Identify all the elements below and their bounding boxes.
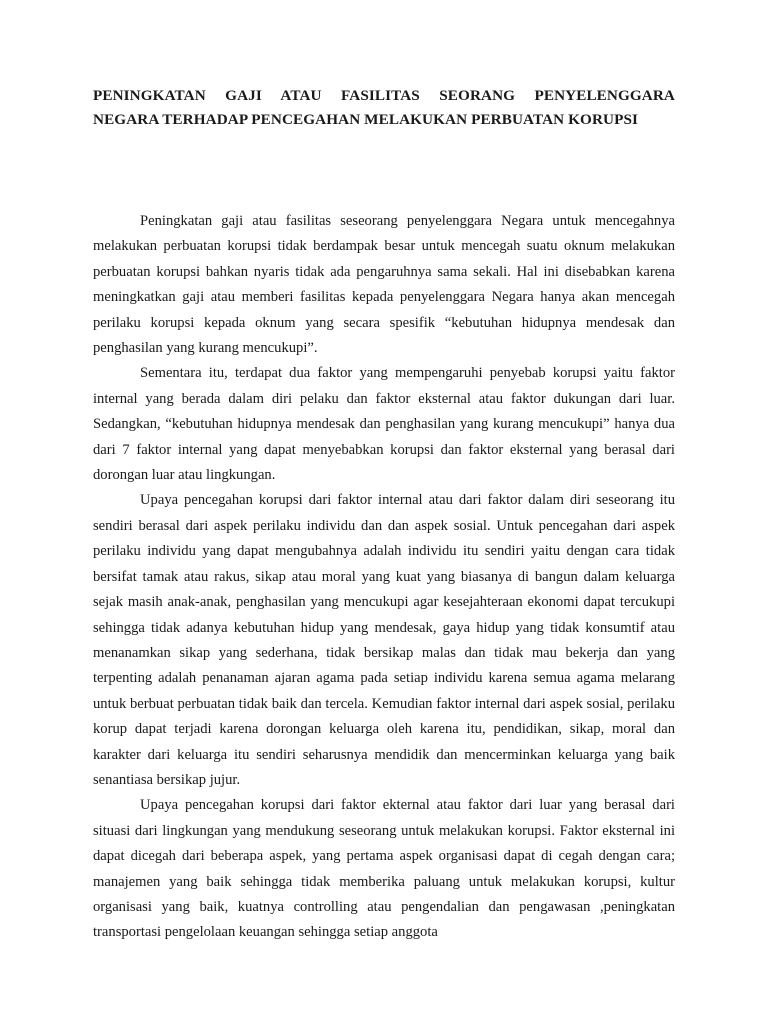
title-line-1: PENINGKATAN GAJI ATAU FASILITAS SEORANG PENYELENGGARA — [93, 87, 675, 104]
paragraph-2: Sementara itu, terdapat dua faktor yang mempengaruhi penyebab korupsi yaitu faktor internal yang berada dalam diri pelaku dan faktor eksternal atau faktor dukungan dari luar. Sedangkan, “kebutuhan hidupnya mendesak dan penghasilan yang kurang mencukupi” hanya dua dari 7 faktor internal yang dapat menyebabkan korupsi dan faktor eksternal yang berasal dari dorongan luar atau lingkungan. — [93, 365, 675, 484]
document-title — [93, 84, 675, 132]
title-line-2: NEGARA TERHADAP PENCEGAHAN MELAKUKAN PERBUATAN KORUPSI — [93, 111, 639, 128]
paragraph-1: Peningkatan gaji atau fasilitas seseorang penyelenggara Negara untuk mencegahnya melakukan perbuatan korupsi tidak berdampak besar untuk mencegah suatu oknum melakukan perbuatan korupsi bahkan nyaris tidak ada pengaruhnya sama sekali. Hal ini disebabkan karena meningkatkan gaji atau memberi fasilitas kepada penyelenggara Negara hanya akan mencegah perilaku korupsi kepada oknum yang secara spesifik “kebutuhan hidupnya mendesak dan penghasilan yang kurang mencukupi”. — [93, 213, 675, 357]
document-body — [93, 209, 675, 946]
paragraph-4: Upaya pencegahan korupsi dari faktor ekternal atau faktor dari luar yang berasal dari situasi dari lingkungan yang mendukung seseorang untuk melakukan korupsi. Faktor eksternal ini dapat dicegah dari beberapa aspek, yang pertama aspek organisasi dapat di cegah dengan cara; manajemen yang baik sehingga tidak memberika paluang untuk melakukan korupsi, kultur organisasi yang baik, kuatnya controlling atau pengendalian dan pengawasan ,peningkatan transportasi pengelolaan keuangan sehingga setiap anggota — [93, 797, 675, 941]
document-page — [93, 0, 675, 1024]
paragraph-3: Upaya pencegahan korupsi dari faktor internal atau dari faktor dalam diri seseorang itu sendiri berasal dari aspek perilaku individu dan dan aspek sosial. Untuk pencegahan dari aspek perilaku individu yang dapat mengubahnya adalah individu itu sendiri yaitu dengan cara tidak bersifat tamak atau rakus, sikap atau moral yang kuat yang biasanya di bangun dalam keluarga sejak masih anak-anak, penghasilan yang mencukupi agar kesejahteraan ekonomi dapat tercukupi sehingga tidak adanya kebutuhan hidup yang mendesak, gaya hidup yang tidak konsumtif atau menanamkan sikap yang sederhana, tidak bersikap malas dan tidak mau bekerja dan yang terpenting adalah penanaman ajaran agama pada setiap individu karena semua agama melarang untuk berbuat perbuatan tidak baik dan tercela. Kemudian faktor internal dari aspek sosial, perilaku korup dapat terjadi karena dorongan keluarga oleh karena itu, pendidikan, sikap, moral dan karakter dari keluarga itu sendiri seharusnya mendidik dan mencerminkan keluarga yang baik senantiasa bersikap jujur. — [93, 492, 675, 788]
